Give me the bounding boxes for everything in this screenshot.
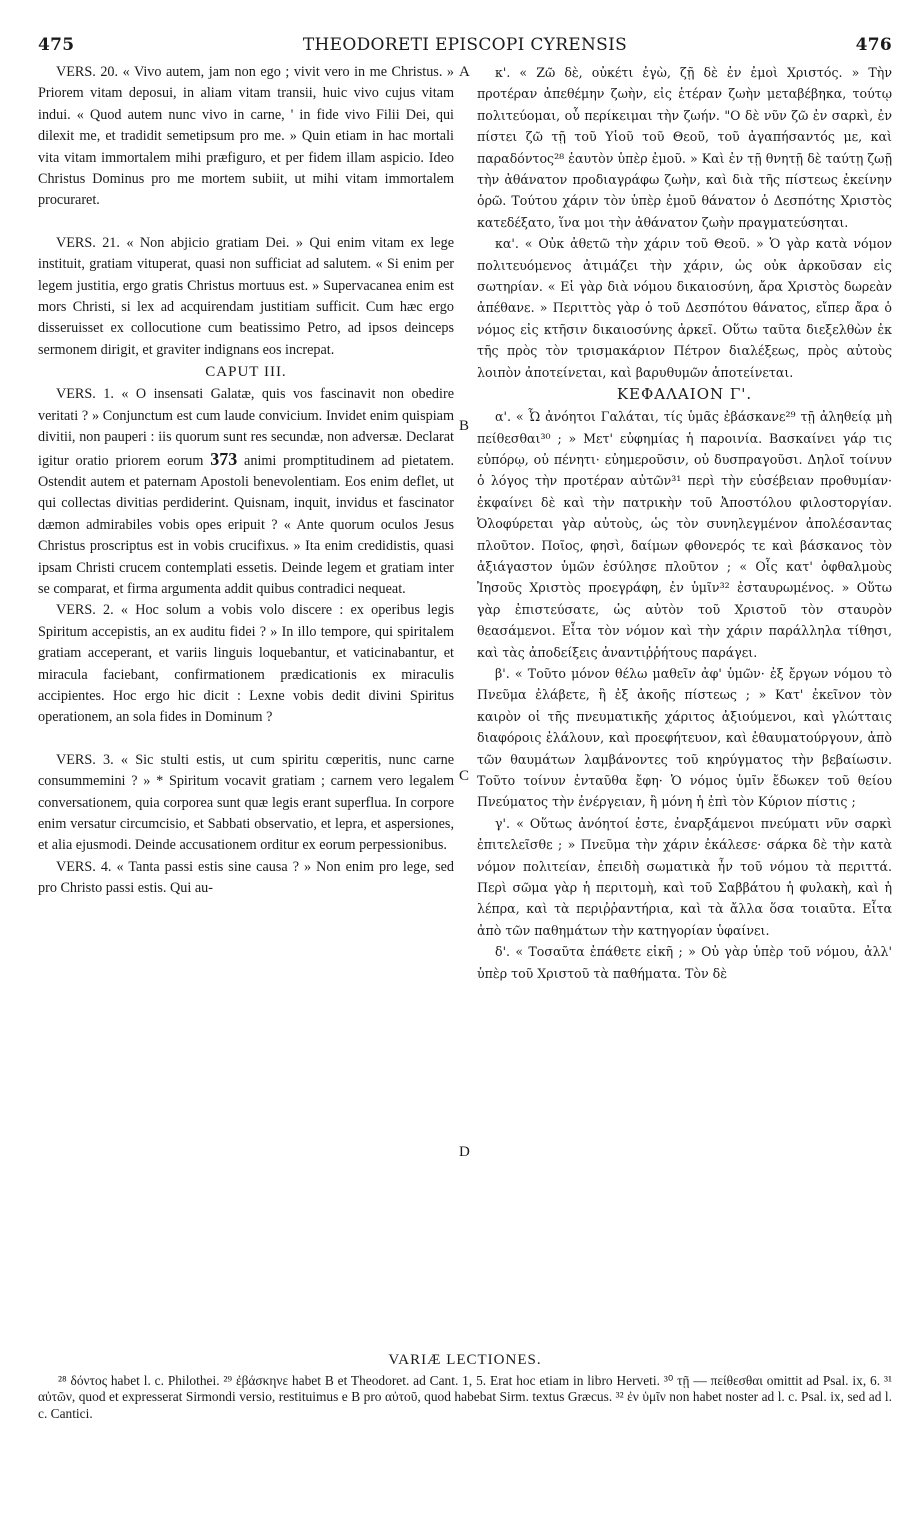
latin-paragraph-iii-1 (38, 384, 454, 600)
latin-paragraph-vers-21: VERS. 21. « Non abjicio gratiam Dei. » Qui enim vitam ex lege instituit, gratiam vituperat, quasi non sufficiat ad salutem. « Si enim per legem justitia, ergo gratis Christus mortuus est. » Supervacanea enim est mors Christi, si lex ad acquirendam justitiam sufficit. Cum hæc ergo disseruisset ex collocutione cum beatissimo Petro, ad ipsos deinceps sermonem dirigit, et graviter indignans eos increpat. (38, 234, 454, 358)
column-marker-d: D (459, 1144, 470, 1160)
greek-paragraph-iii-2: β'. « Τοῦτο μόνον θέλω μαθεῖν ἀφ' ὑμῶν· ἐξ ἔργων νόμου τὸ Πνεῦμα ἐλάβετε, ἢ ἐξ ἀκοῆς πίστεως ; » Κατ' ἐκεῖνον τὸν καιρὸν οἱ τῆς πνευματικῆς χάριτος ἀξιούμενοι, καὶ γλώτταις διαφόροις ἐλάλουν, καὶ προεφήτευον, καὶ ἐθαυματούργουν, ἀπὸ τῶν θαυμάτων λαμβάνοντες τοῦ κηρύγματος τὴν βεβαίωσιν. Τοῦτο τοίνυν ἐνταῦθα ἔφη· Ὁ νόμος ὑμῖν ἔδωκεν τοῦ θείου Πνεύματος τὴν ἐνέργειαν, ἢ μόνη ἡ ἐπὶ τὸν Κύριον πίστις ; (477, 665, 892, 810)
column-number: 373 (210, 448, 238, 469)
greek-paragraph-iii-1: α'. « Ὦ ἀνόητοι Γαλάται, τίς ὑμᾶς ἐβάσκανε²⁹ τῇ ἀληθείᾳ μὴ πείθεσθαι³⁰ ; » Μετ' εὐφημίας ἡ παροινία. Βασκαίνει γάρ τις εὐπόρῳ, οὐ πένητι· εὐημεροῦσιν, οὐ δυσπραγοῦσι. Δηλοῖ τοίνυν ὁ λόγος τὴν προτέραν αὐτῶν³¹ περὶ τὴν εὐσέβειαν προθυμίαν· ἐκφαίνει δὲ καὶ τὴν πατρικὴν τοῦ Ἀποστόλου φιλοστοργίαν. Ὀλοφύρεται γὰρ αὐτοὺς, ὡς τὸν συνηλεγμένον ἀπολέσαντας πλοῦτον. Ποῖος, φησὶ, δαίμων φθονερός τε καὶ βάσκανος τὸν ἀξιάγαστον ὑμῶν ἐσύλησε πλοῦτον ; « Οἷς κατ' ὀφθαλμοὺς Ἰησοῦς Χριστὸς προεγράφη, ἐν ὑμῖν³² ἐσταυρωμένος. » Οὕτω γὰρ ἐπιστεύσατε, ὡς αὐτὸν τοῦ Χριστοῦ τὸν σταυρὸν θεασάμενοι. Εἶτα τὸν νόμον καὶ τὴν χάριν παράλληλα τίθησι, καὶ τὰς ἀποδείξεις ἀναντιῤῥήτους παράγει. (477, 409, 892, 660)
greek-column (477, 62, 892, 984)
latin-paragraph-iii-2: VERS. 2. « Hoc solum a vobis volo discere : ex operibus legis Spiritum accepistis, an ex auditu fidei ? » In illo tempore, qui spiritalem gratiam acceperant, et variis linguis loquebantur, et vaticinabantur, et miracula faciebant, confirmationem prædicationis ex miraculis accipientes. Hoc ergo hic dicit : Lexne vobis dedit divini Spiritus operationem, an sola fides in Dominum ? (38, 602, 454, 726)
latin-paragraph-vers-20: VERS. 20. « Vivo autem, jam non ego ; vivit vero in me Christus. » Priorem vitam deposui, in aliam vitam transii, huic vivo cujus vitam indui. « Quod autem nunc vivo in carne, ' in fide vivo Filii Dei, qui dilexit me, et tradidit semetipsum pro me. » Quin etiam in hac mortali vita vitam immortalem mihi præfiguro, et per fidem illam aspicio. Ideo Christus Dominus pro me mortem subiit, ut mihi vitam immortalem procuraret. (38, 64, 454, 209)
column-marker-a: A (459, 64, 470, 80)
notes-text: ²⁸ δόντος habet l. c. Philothei. ²⁹ ἐβάσκηνε habet B et Theodoret. ad Cant. 1, 5. Erat hoc etiam in libro Herveti. ³⁰ τῇ — πείθεσθαι omittit ad Psal. ix, 6. ³¹ αὐτῶν, quod et expresserat Sirmondi versio, restituimus e B pro αὐτοῦ, quod habebat Sirm. textus Græcus. ³² ἐν ὑμῖν non habet noster ad l. c. Psal. ix, sed ad l. c. Cantici. (38, 1372, 892, 1421)
latin-chapter-heading: CAPUT III. (205, 364, 287, 381)
variae-lectiones (38, 1352, 892, 1422)
page-number-right: 476 (855, 35, 892, 55)
latin-text-iii-1a: VERS. 1. « O insensati Galatæ, quis vos fascinavit non obedire veritati ? » Conjunctum est cum laude convicium. Invidet enim quispiam divitii, non pauperi : iis quorum sunt res secundæ, non adversæ. Declarat igitur oratio priorem eorum (38, 386, 454, 469)
latin-column (38, 62, 454, 900)
latin-paragraph-iii-4: VERS. 4. « Tanta passi estis sine causa ? » Non enim pro lege, sed pro Christo passi estis. Qui au- (38, 858, 454, 897)
latin-text-iii-1b: animi promptitudinem ad pietatem. Ostendit autem et paternam Apostoli benevolentiam. Eos enim deflet, ut qui collectas divitias perdiderint. Quisnam, inquit, invidus et fascinator dæmon admirabiles vobis opes eripuit ? « Ante quorum oculos Jesus Christus proscriptus est in vobis crucifixus. » Ita enim credidistis, quasi ipsam Christi crucem contemplati essetis. Deinde legem et gratiam inter se comparat, et firma argumenta addit quibus contradici nequeat. (38, 452, 454, 597)
greek-paragraph-20: κ'. « Ζῶ δὲ, οὐκέτι ἐγὼ, ζῇ δὲ ἐν ἐμοὶ Χριστός. » Τὴν προτέραν ἀπεθέμην ζωὴν, εἰς ἑτέραν ζωὴν μεταβέβηκα, τούτῳ πολιτεύομαι, οὗ περίκειμαι τὴν ζωήν. "Ο δὲ νῦν ζῶ ἐν σαρκὶ, ἐν πίστει ζῶ τῇ τοῦ Υἱοῦ τοῦ Θεοῦ, τοῦ ἀγαπήσαντός με, καὶ παραδόντος²⁸ ἑαυτὸν ὑπὲρ ἐμοῦ. » Καὶ ἐν τῇ θνητῇ δὲ ταύτῃ ζωῇ τὴν ἀθάνατον προδιαγράφω ζωὴν, καὶ διὰ τῆς πίστεως ἐκείνην ὁρῶ. Τούτου χάριν τὸν ὑπὲρ ἐμοῦ θάνατον ὁ Δεσπότης Χριστὸς κατεδέξατο, ἵνα μοι τὴν ἀθάνατον ζωὴν πραγματεύσηται. (477, 65, 892, 230)
column-marker-b: B (459, 418, 470, 434)
greek-chapter-heading: ΚΕΦΑΛΑΙΟΝ Γ'. (616, 385, 753, 404)
greek-paragraph-21: κα'. « Οὐκ ἀθετῶ τὴν χάριν τοῦ Θεοῦ. » Ὁ γὰρ κατὰ νόμον πολιτευόμενος ἀτιμάζει τὴν χάριν, ὡς οὐκ ἀρκοῦσαν εἰς σωτηρίαν. « Εἰ γὰρ διὰ νόμου δικαιοσύνη, ἄρα Χριστὸς δωρεὰν ἀπέθανε. » Περιττὸς γὰρ ὁ τοῦ Δεσπότου θάνατος, εἴπερ ἄρα ὁ νόμος εἰς κτῆσιν δικαιοσύνης ἀρκεῖ. Οὕτω ταῦτα διεξελθὼν ἐκ τῆς πρὸς τὸν τρισμακάριον Πέτρον διαλέξεως, πρὸς αὐτοὺς λοιπὸν ἀποτείνεται, καὶ βαρυθυμῶν ἀποτείνεται. (477, 236, 892, 380)
greek-paragraph-iii-4: δ'. « Τοσαῦτα ἐπάθετε εἰκῆ ; » Οὐ γὰρ ὑπὲρ τοῦ νόμου, ἀλλ' ὑπὲρ τοῦ Χριστοῦ τὰ παθήματα. Τὸν δὲ (477, 944, 892, 981)
running-header (38, 34, 892, 56)
latin-paragraph-iii-3: VERS. 3. « Sic stulti estis, ut cum spiritu cœperitis, nunc carne consummemini ? » * Spiritum vocavit gratiam ; carnem vero legalem conversationem, quia corporea sunt quæ legis erant superflua. In corpore enim versatur circumcisio, et Sabbati observatio, et lepra, et aspersiones, et alia ejusmodi. Deinde accusationem orditur ex eorum perpessionibus. (38, 751, 454, 854)
column-marker-c: C (459, 768, 470, 784)
page-number-left: 475 (38, 35, 75, 55)
greek-paragraph-iii-3: γ'. « Οὕτως ἀνόητοί ἐστε, ἐναρξάμενοι πνεύματι νῦν σαρκὶ ἐπιτελεῖσθε ; » Πνεῦμα τὴν χάριν ἐκάλεσε· σάρκα δὲ τὴν κατὰ νόμον πολιτείαν, ἐπειδὴ σωματικὰ ἦν τοῦ νόμου τὰ περιττά. Περὶ σῶμα γὰρ ἡ περιτομὴ, καὶ τοῦ Σαββάτου ἡ φυλακὴ, καὶ ἡ λέπρα, καὶ τὰ περιῤῥαντήρια, καὶ τὰ ἄλλα ὅσα τοιαῦτα. Εἶτα ἀπὸ τῶν παθημάτων τὴν κατηγορίαν ὑφαίνει. (477, 815, 892, 938)
running-title: THEODORETI EPISCOPI CYRENSIS (302, 35, 628, 55)
notes-heading: VARIÆ LECTIONES. (388, 1352, 542, 1368)
